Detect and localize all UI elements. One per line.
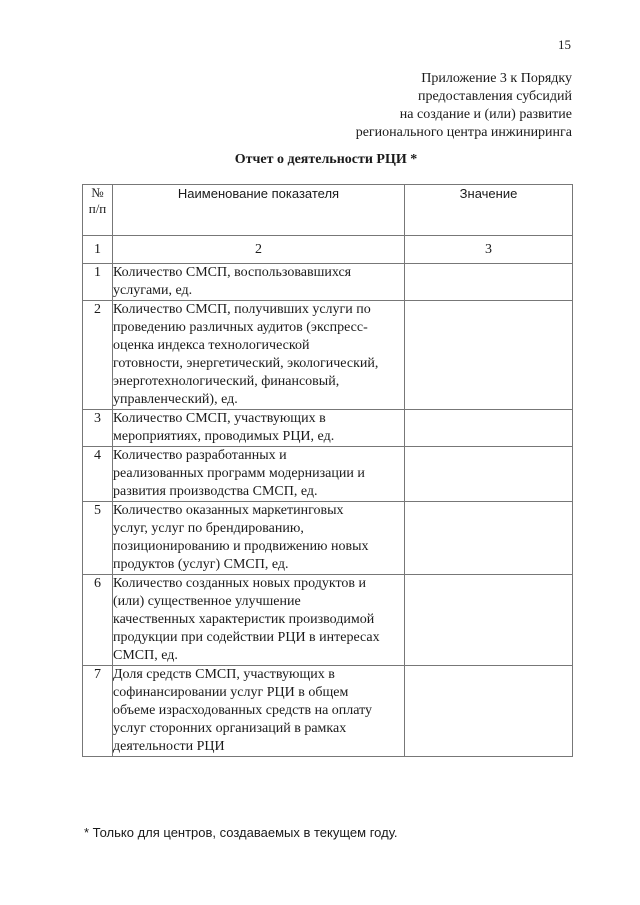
row-value-cell[interactable] <box>405 264 573 301</box>
table-index-row <box>83 236 573 264</box>
row-value-cell[interactable] <box>405 301 573 410</box>
table-row <box>83 301 573 410</box>
index-cell: 3 <box>405 236 573 264</box>
row-number: 1 <box>83 264 113 301</box>
indicator-line: Количество созданных новых продуктов и <box>113 576 366 591</box>
header-indicator-name: Наименование показателя <box>113 185 405 236</box>
table-row <box>83 502 573 575</box>
report-table <box>82 184 573 757</box>
indicator-line: (или) существенное улучшение <box>113 594 301 609</box>
row-value-cell[interactable] <box>405 502 573 575</box>
table-row <box>83 666 573 757</box>
header-number <box>83 185 113 236</box>
indicator-line: Доля средств СМСП, участвующих в <box>113 667 335 682</box>
indicator-line: Количество оказанных маркетинговых <box>113 503 344 518</box>
row-indicator-name <box>113 264 405 301</box>
row-number: 3 <box>83 410 113 447</box>
row-number: 4 <box>83 447 113 502</box>
indicator-line: управленческий), ед. <box>113 392 238 407</box>
indicator-line: Количество СМСП, получивших услуги по <box>113 302 371 317</box>
indicator-line: позиционированию и продвижению новых <box>113 539 369 554</box>
appendix-line: Приложение 3 к Порядку <box>421 71 572 86</box>
row-number: 7 <box>83 666 113 757</box>
header-number-line2: п/п <box>88 201 107 216</box>
indicator-line: реализованных программ модернизации и <box>113 466 365 481</box>
footnote: * Только для центров, создаваемых в текущем году. <box>84 825 398 840</box>
indicator-line: мероприятиях, проводимых РЦИ, ед. <box>113 429 335 444</box>
row-indicator-name <box>113 410 405 447</box>
row-indicator-name <box>113 575 405 666</box>
row-number: 5 <box>83 502 113 575</box>
indicator-line: услугами, ед. <box>113 283 193 298</box>
index-cell: 1 <box>83 236 113 264</box>
indicator-line: развития производства СМСП, ед. <box>113 484 318 499</box>
indicator-line: деятельности РЦИ <box>113 739 225 754</box>
indicator-line: оценка индекса технологической <box>113 338 310 353</box>
indicator-line: Количество СМСП, воспользовавшихся <box>113 265 352 280</box>
header-value: Значение <box>405 185 573 236</box>
indicator-line: энерготехнологический, финансовый, <box>113 374 340 389</box>
row-number: 6 <box>83 575 113 666</box>
indicator-line: Количество разработанных и <box>113 448 287 463</box>
indicator-line: СМСП, ед. <box>113 648 178 663</box>
row-value-cell[interactable] <box>405 447 573 502</box>
row-number: 2 <box>83 301 113 410</box>
indicator-line: Количество СМСП, участвующих в <box>113 411 326 426</box>
row-indicator-name <box>113 301 405 410</box>
indicator-line: качественных характеристик производимой <box>113 612 375 627</box>
row-indicator-name <box>113 502 405 575</box>
row-value-cell[interactable] <box>405 666 573 757</box>
row-value-cell[interactable] <box>405 410 573 447</box>
indicator-line: готовности, энергетический, экологический, <box>113 356 379 371</box>
page-number: 15 <box>558 37 571 52</box>
row-indicator-name <box>113 666 405 757</box>
appendix-line: предоставления субсидий <box>417 89 572 104</box>
report-title: Отчет о деятельности РЦИ * <box>234 152 418 167</box>
indicator-line: софинансировании услуг РЦИ в общем <box>113 685 349 700</box>
index-cell: 2 <box>113 236 405 264</box>
indicator-line: продуктов (услуг) СМСП, ед. <box>113 557 289 572</box>
appendix-line: на создание и (или) развитие <box>399 107 572 122</box>
appendix-reference <box>356 70 572 142</box>
indicator-line: объеме израсходованных средств на оплату <box>113 703 373 718</box>
indicator-line: проведению различных аудитов (экспресс- <box>113 320 368 335</box>
table-row <box>83 575 573 666</box>
row-value-cell[interactable] <box>405 575 573 666</box>
table-row <box>83 447 573 502</box>
appendix-line: регионального центра инжиниринга <box>355 125 572 140</box>
header-number-line1: № <box>91 185 104 200</box>
table-row <box>83 410 573 447</box>
table-header-row <box>83 185 573 236</box>
row-indicator-name <box>113 447 405 502</box>
table-row <box>83 264 573 301</box>
indicator-line: услуг, услуг по брендированию, <box>113 521 304 536</box>
indicator-line: услуг сторонних организаций в рамках <box>113 721 347 736</box>
indicator-line: продукции при содействии РЦИ в интересах <box>113 630 380 645</box>
